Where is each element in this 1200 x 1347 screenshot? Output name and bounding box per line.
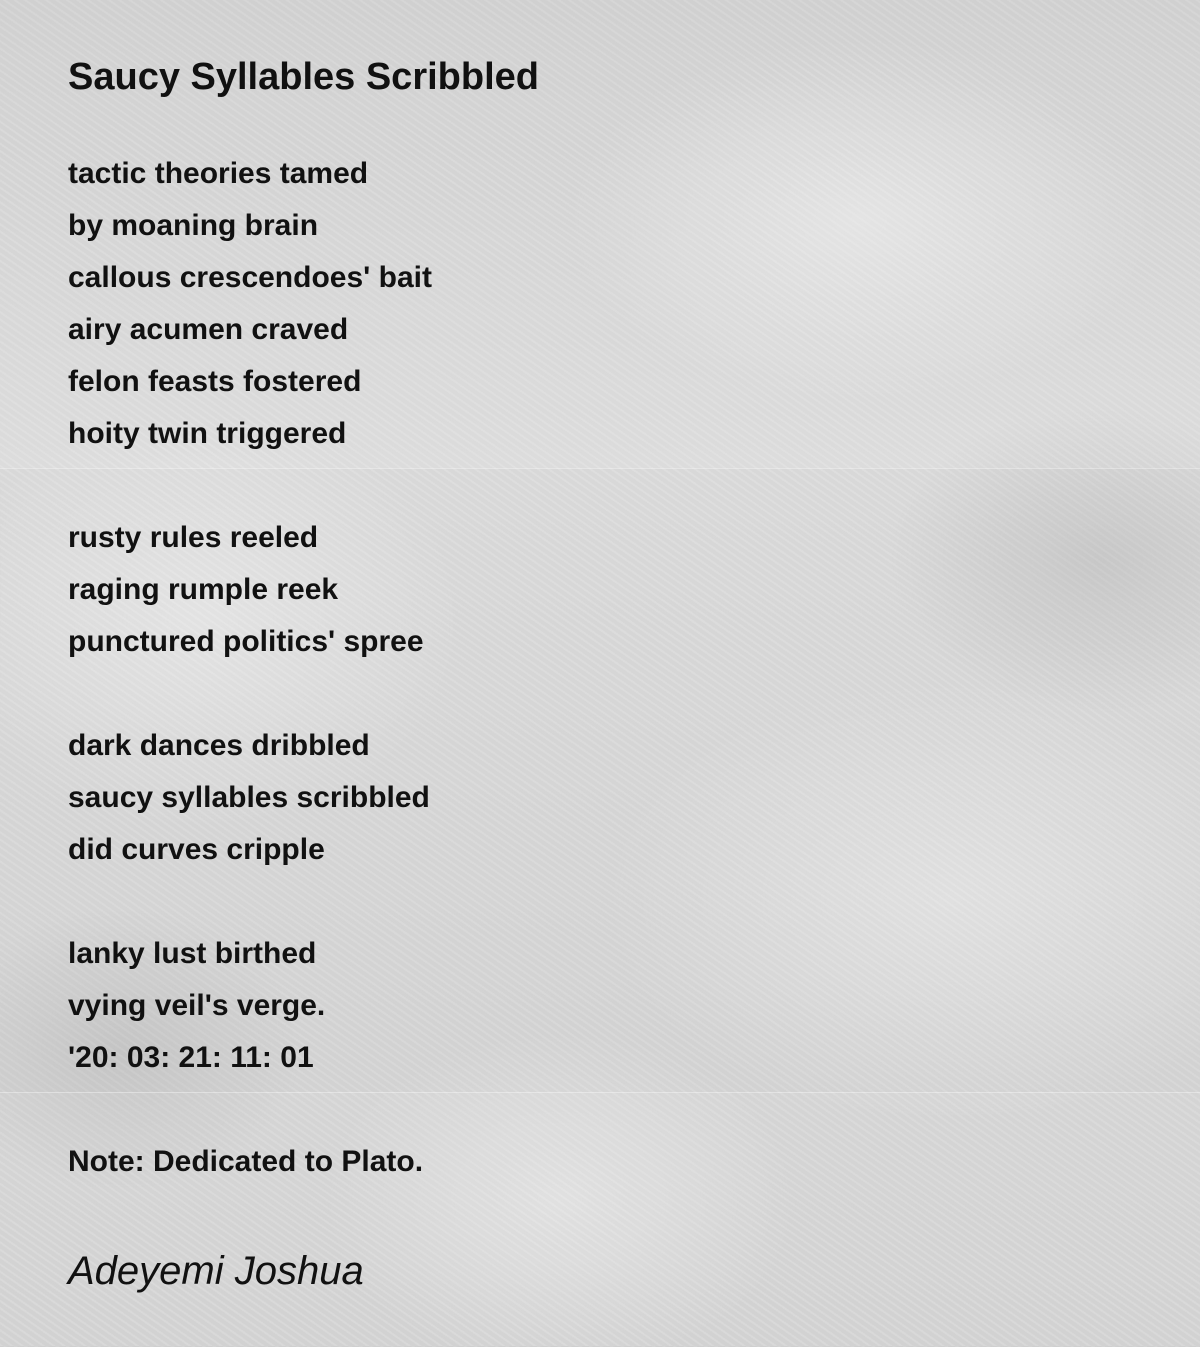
poem-line: vying veil's verge. bbox=[68, 989, 326, 1022]
poem-line: dark dances dribbled bbox=[68, 729, 370, 762]
poem-line: airy acumen craved bbox=[68, 313, 349, 346]
poem-note: Note: Dedicated to Plato. bbox=[68, 1145, 424, 1178]
stanza-3 bbox=[68, 720, 1148, 876]
stanza-4 bbox=[68, 928, 1148, 1084]
poem-line: rusty rules reeled bbox=[68, 521, 319, 554]
poem-title: Saucy Syllables Scribbled bbox=[68, 56, 539, 98]
poem-line: felon feasts fostered bbox=[68, 365, 362, 398]
poem-line: callous crescendoes' bait bbox=[68, 261, 432, 294]
poem-line: by moaning brain bbox=[68, 209, 319, 242]
stanza-1 bbox=[68, 148, 1148, 460]
poem-container bbox=[68, 54, 1148, 1188]
poem-line: saucy syllables scribbled bbox=[68, 781, 430, 814]
stanza-2 bbox=[68, 512, 1148, 668]
poem-line: tactic theories tamed bbox=[68, 157, 369, 190]
poem-line: did curves cripple bbox=[68, 833, 325, 866]
poem-author: Adeyemi Joshua bbox=[68, 1249, 364, 1293]
poem-line: hoity twin triggered bbox=[68, 417, 347, 450]
poem-line: raging rumple reek bbox=[68, 573, 339, 606]
poem-line: punctured politics' spree bbox=[68, 625, 424, 658]
poem-line: lanky lust birthed bbox=[68, 937, 317, 970]
poem-line: '20: 03: 21: 11: 01 bbox=[68, 1041, 314, 1074]
